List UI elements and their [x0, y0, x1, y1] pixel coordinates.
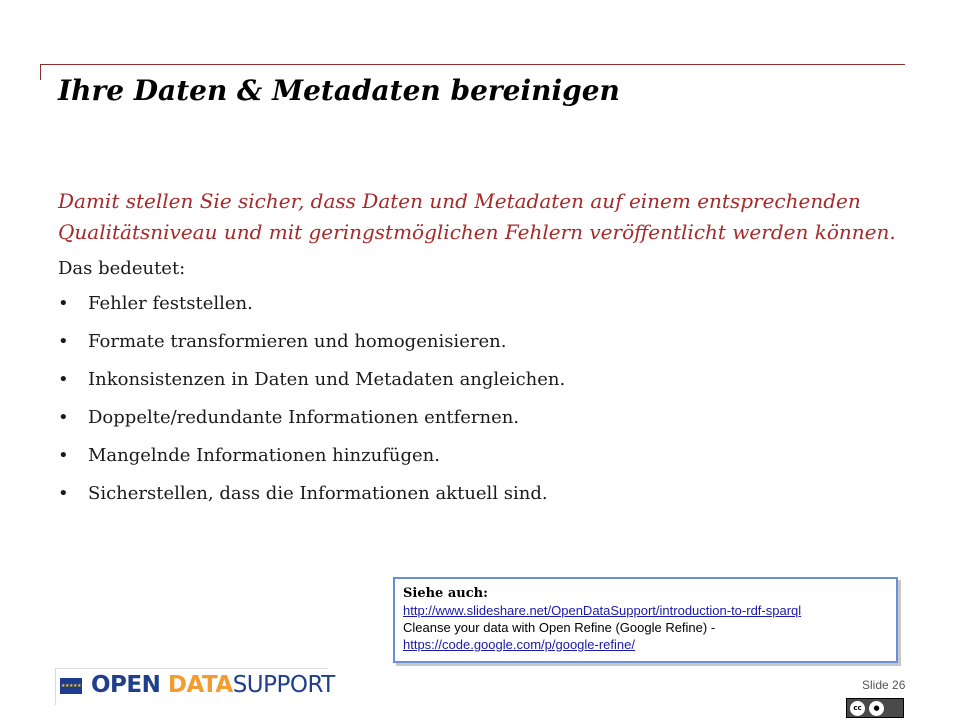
bullet-item: • Inkonsistenzen in Daten und Metadaten angleichen. [58, 369, 908, 407]
logo-word-open: OPEN [91, 672, 161, 698]
bullet-item: • Fehler feststellen. [58, 293, 908, 331]
bullet-item: • Sicherstellen, dass die Informationen aktuell sind. [58, 483, 908, 521]
bullet-item: • Formate transformieren und homogenisieren. [58, 331, 908, 369]
bullet-item: • Doppelte/redundante Informationen entfernen. [58, 407, 908, 445]
see-also-text: Cleanse your data with Open Refine (Google Refine) - [403, 620, 716, 635]
see-also-label: Siehe auch: [403, 586, 488, 601]
lead-text: Das bedeutet: [58, 258, 186, 279]
open-data-support-logo [91, 672, 335, 698]
slide-title: Ihre Daten & Metadaten bereinigen [58, 74, 620, 107]
title-frame-left [40, 64, 41, 80]
slideshare-link[interactable]: http://www.slideshare.net/OpenDataSupport/introduction-to-rdf-sparql [403, 603, 802, 618]
bullet-item: • Mangelnde Informationen hinzufügen. [58, 445, 908, 483]
slide-body [58, 186, 908, 521]
intro-text: Damit stellen Sie sicher, dass Daten und Metadaten auf einem entsprechenden Qualitätsniveau und mit geringstmöglichen Fehlern veröffentlicht werden können. [58, 189, 896, 244]
google-refine-link[interactable]: https://code.google.com/p/google-refine/ [403, 637, 635, 652]
cc-by-icon [846, 698, 904, 718]
logo-word-support: SUPPORT [232, 672, 335, 698]
eu-flag-icon: ★★★★★ [60, 678, 82, 694]
title-frame-top [40, 64, 905, 65]
by-person-icon: ● [869, 701, 884, 716]
logo-word-data: DATA [167, 672, 233, 698]
cc-circle-icon: cc [850, 701, 865, 716]
slide-number: Slide 26 [862, 678, 906, 692]
see-also-box [393, 577, 898, 663]
bullet-list [58, 293, 908, 521]
